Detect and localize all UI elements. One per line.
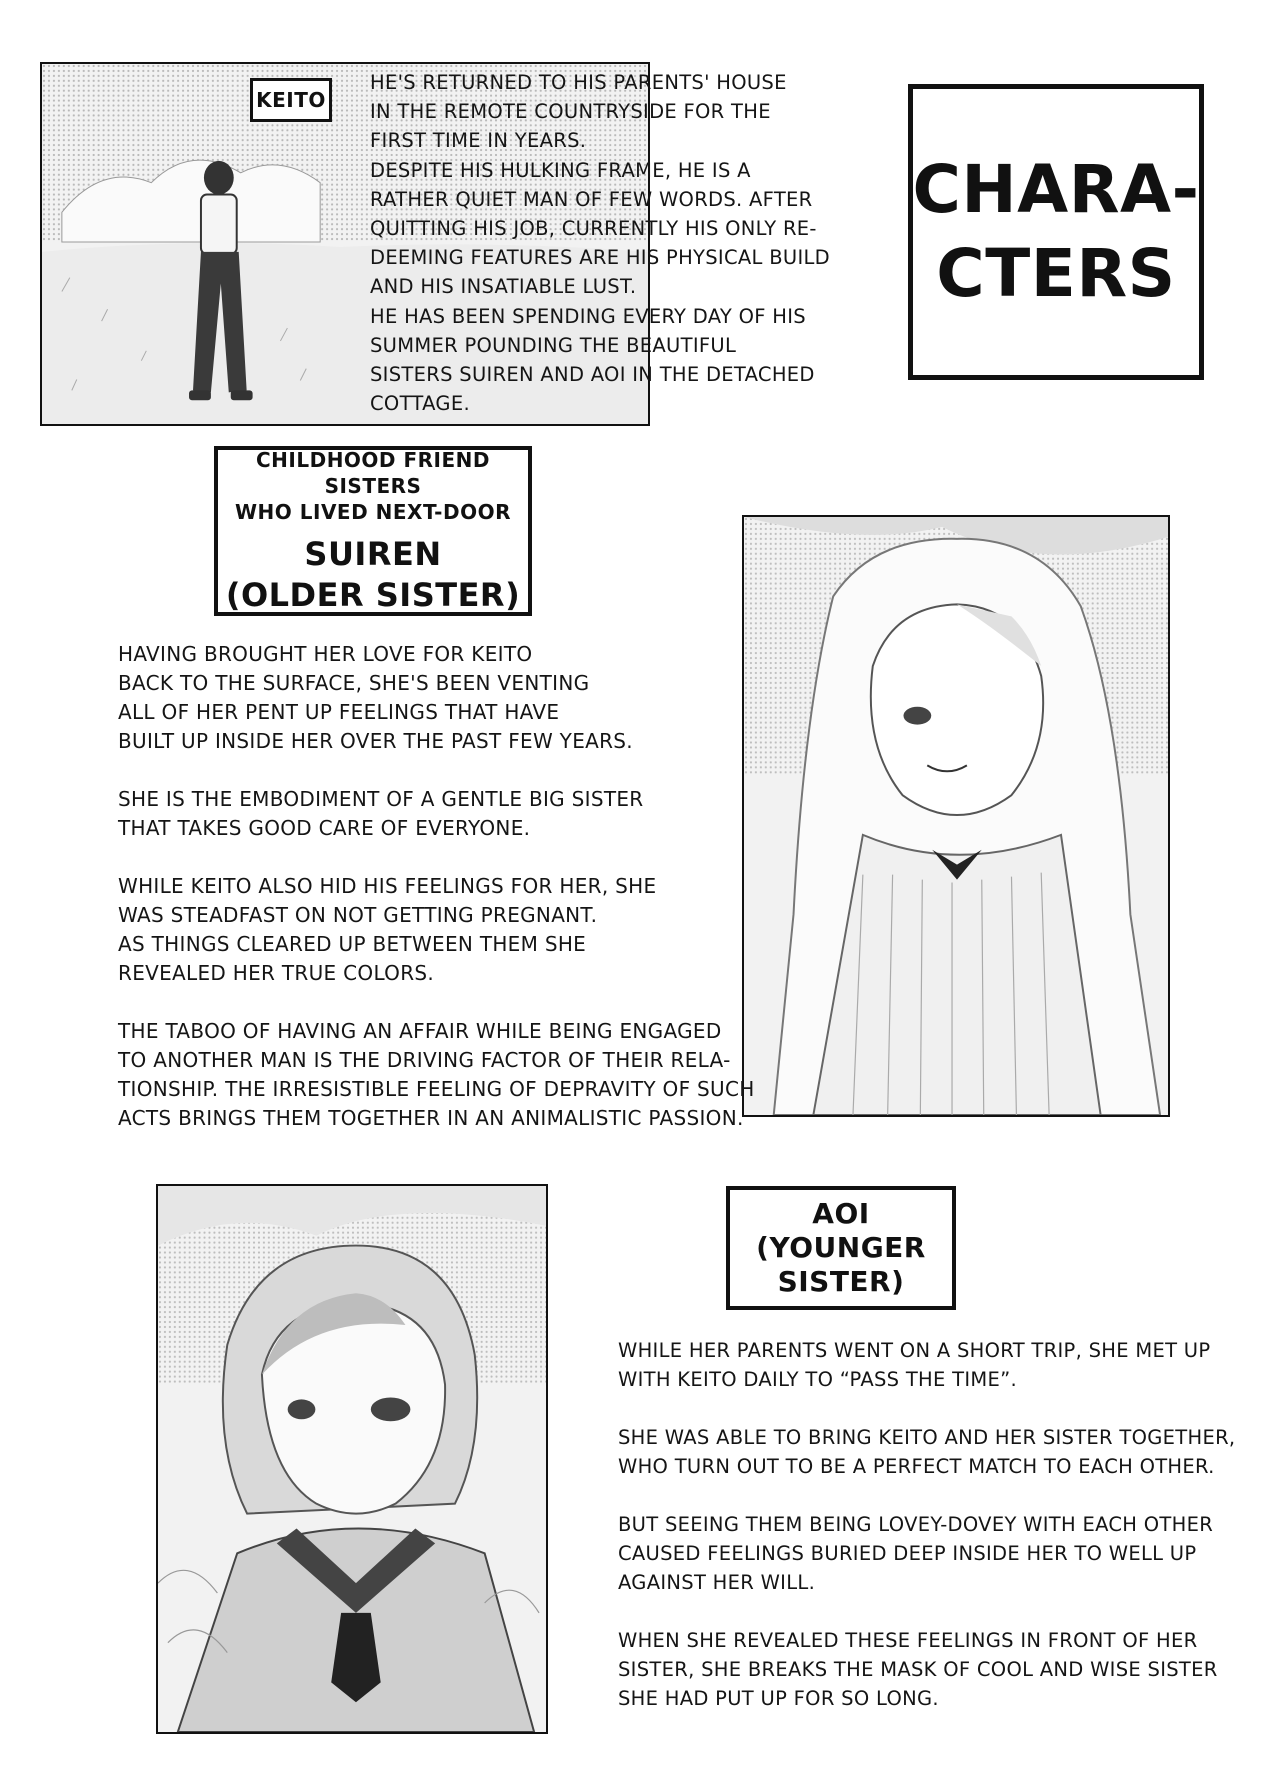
- keito-line: DEEMING FEATURES ARE HIS PHYSICAL BUILD: [370, 246, 830, 270]
- keito-line: SUMMER POUNDING THE BEAUTIFUL: [370, 333, 737, 357]
- aoi-description: [618, 1336, 1235, 1713]
- keito-line: FIRST TIME IN YEARS.: [370, 129, 587, 153]
- keito-line: AND HIS INSATIABLE LUST.: [370, 275, 637, 299]
- keito-line: DESPITE HIS HULKING FRAME, HE IS A: [370, 158, 751, 182]
- aoi-name: SISTER): [777, 1265, 905, 1298]
- aoi-paragraph: BUT SEEING THEM BEING LOVEY-DOVEY WITH EACH OTHER CAUSED FEELINGS BURIED DEEP INSIDE HER TO WELL UP AGAINST HER WILL.: [618, 1513, 1214, 1594]
- suiren-paragraph: SHE IS THE EMBODIMENT OF A GENTLE BIG SISTER THAT TAKES GOOD CARE OF EVERYONE.: [118, 787, 644, 840]
- suiren-name: (OLDER SISTER): [225, 576, 521, 614]
- keito-line: SISTERS SUIREN AND AOI IN THE DETACHED: [370, 363, 815, 387]
- page-title-line: CTERS: [936, 235, 1176, 312]
- keito-line: HE HAS BEEN SPENDING EVERY DAY OF HIS: [370, 304, 806, 328]
- keito-description: [370, 68, 830, 418]
- page-title-line: CHARA-: [912, 151, 1200, 228]
- keito-name-label: KEITO: [250, 78, 332, 122]
- suiren-illustration: [742, 515, 1170, 1117]
- aoi-paragraph: SHE WAS ABLE TO BRING KEITO AND HER SISTER TOGETHER, WHO TURN OUT TO BE A PERFECT MATCH TO EACH OTHER.: [618, 1426, 1236, 1478]
- aoi-title-box: [726, 1186, 956, 1310]
- suiren-description: [118, 640, 755, 1133]
- suiren-subtitle: CHILDHOOD FRIEND SISTERS: [255, 448, 490, 498]
- aoi-paragraph: WHILE HER PARENTS WENT ON A SHORT TRIP, SHE MET UP WITH KEITO DAILY TO “PASS THE TIME”.: [618, 1339, 1211, 1391]
- aoi-illustration: [156, 1184, 548, 1734]
- aoi-name: (YOUNGER: [756, 1231, 926, 1264]
- keito-line: COTTAGE.: [370, 392, 470, 416]
- keito-line: HE'S RETURNED TO HIS PARENTS' HOUSE: [370, 71, 787, 94]
- suiren-subtitle: WHO LIVED NEXT-DOOR: [235, 500, 511, 524]
- aoi-paragraph: WHEN SHE REVEALED THESE FEELINGS IN FRONT OF HER SISTER, SHE BREAKS THE MASK OF COOL AND WISE SISTER SHE HAD PUT UP FOR SO LONG.: [618, 1629, 1218, 1710]
- page-title: [908, 84, 1204, 380]
- suiren-title-box: [214, 446, 532, 616]
- suiren-paragraph: WHILE KEITO ALSO HID HIS FEELINGS FOR HER, SHE WAS STEADFAST ON NOT GETTING PREGNANT. AS THINGS CLEARED UP BETWEEN THEM SHE REVEALED HER TRUE COLORS.: [118, 874, 657, 985]
- suiren-paragraph: HAVING BROUGHT HER LOVE FOR KEITO BACK TO THE SURFACE, SHE'S BEEN VENTING ALL OF HER PENT UP FEELINGS THAT HAVE BUILT UP INSIDE HER OVER THE PAST FEW YEARS.: [118, 642, 633, 753]
- suiren-paragraph: THE TABOO OF HAVING AN AFFAIR WHILE BEING ENGAGED TO ANOTHER MAN IS THE DRIVING FACTOR OF THEIR RELA- TIONSHIP. THE IRRESISTIBLE FEELING OF DEPRAVITY OF SUCH ACTS BRINGS THEM TOGETHER IN AN ANIMALISTIC PASSION.: [118, 1019, 755, 1130]
- suiren-name: SUIREN: [304, 535, 442, 573]
- keito-line: IN THE REMOTE COUNTRYSIDE FOR THE: [370, 100, 771, 124]
- keito-line: QUITTING HIS JOB, CURRENTLY HIS ONLY RE-: [370, 217, 817, 241]
- aoi-name: AOI: [812, 1197, 870, 1230]
- keito-line: RATHER QUIET MAN OF FEW WORDS. AFTER: [370, 187, 813, 211]
